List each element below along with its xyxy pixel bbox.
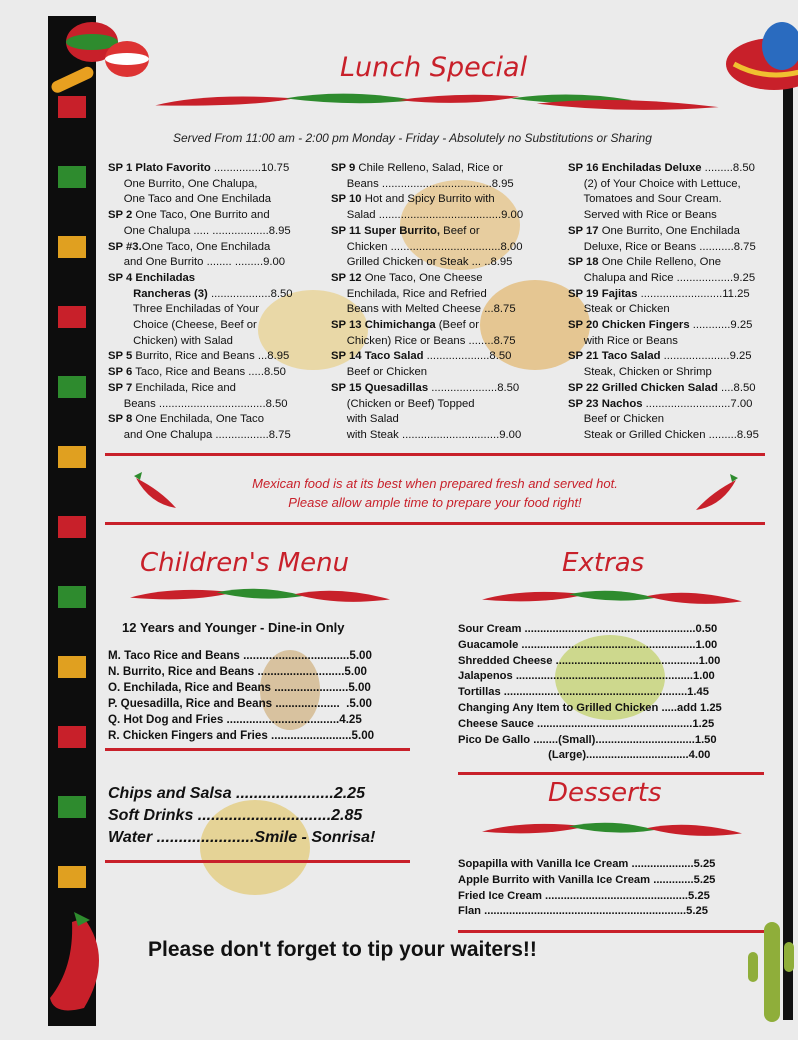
menu-item-line [568,192,759,208]
childrens-menu-item: M. Taco Rice and Beans .................................5.00 [108,649,372,662]
menu-item-line [108,161,293,177]
dessert-item: Apple Burrito with Vanilla Ice Cream .............5.25 [458,873,716,886]
menu-item-name: SP 13 Chimichanga [331,319,436,332]
menu-item-line [108,177,293,193]
menu-item-line [108,349,293,365]
menu-item-line [568,224,759,240]
dessert-item: Sopapilla with Vanilla Ice Cream ....................5.25 [458,858,716,870]
menu-item-name: SP 21 Taco Salad [568,350,661,363]
menu-item-detail: Choice (Cheese, Beef or [108,319,257,332]
menu-item-detail: Tomatoes and Sour Cream. [568,193,722,206]
menu-item-detail: .....................8.50 [428,381,520,394]
menu-item-detail: ....8.50 [717,381,756,394]
extras-item: Pico De Gallo ........(Small)................................1.50 [458,733,717,746]
menu-item-line [331,208,523,224]
menu-item-line [331,365,523,381]
menu-item-name: SP 14 Taco Salad [331,350,424,363]
menu-item-line [108,412,293,428]
menu-item-line [331,397,523,413]
childrens-items [108,648,374,744]
menu-item-detail: One Chalupa ..... ..................8.95 [108,224,291,237]
drinks-list [108,783,375,849]
menu-item-line [568,397,759,413]
menu-item-detail: .........8.50 [701,162,755,174]
menu-item-name: SP #3. [108,240,142,253]
lunch-column-3 [568,161,759,444]
menu-item-detail: One Taco, One Burrito and [132,209,270,222]
menu-item-line [108,224,293,240]
menu-item-name: Rancheras (3) [108,287,208,300]
menu-item-line [568,334,759,350]
menu-item-detail: Enchilada, Rice and Refried [331,287,487,300]
menu-item-detail: Enchilada, Rice and [132,381,236,394]
menu-item-detail: Three Enchiladas of Your [108,303,260,316]
menu-item-name: SP 17 [568,224,599,237]
menu-item-line [108,192,293,208]
menu-item-line [331,334,523,350]
extras-item: Jalapenos .........................................................1.00 [458,670,715,683]
menu-item-detail: One Burrito, One Enchilada [598,224,740,237]
menu-item-detail: Chicken ...................................8.00 [331,240,523,253]
menu-item-detail: Steak, Chicken or Shrimp [568,366,712,379]
divider [105,860,410,863]
menu-item-line [331,161,523,177]
menu-item-name: SP 23 Nachos [568,397,643,410]
menu-item-name: SP 11 Super Burrito, [331,224,441,237]
menu-item-line [108,240,293,256]
notice-line-1: Mexican food is at its best when prepared fresh and served hot. [252,476,618,491]
menu-item-line [331,302,523,318]
sombrero-icon [724,16,798,96]
menu-item-name: SP 10 [331,193,362,206]
childrens-menu-item: N. Burrito, Rice and Beans ...........................5.00 [108,665,367,678]
menu-item-line [108,302,293,318]
menu-item-line [568,255,759,271]
menu-item-name: SP 12 [331,271,362,284]
notice-line-2: Please allow ample time to prepare your food right! [288,495,582,510]
desserts-title: Desserts [548,778,662,808]
menu-item-line [331,318,523,334]
menu-item-detail: Burrito, Rice and Beans ...8.95 [132,350,290,363]
menu-item-detail: Taco, Rice and Beans .....8.50 [132,366,286,379]
menu-item-name: SP 16 Enchiladas Deluxe [568,162,702,174]
menu-item-name: SP 1 Plato Favorito [108,162,211,174]
menu-item-line [568,381,759,397]
menu-item-detail: Chalupa and Rice ..................9.25 [568,271,756,284]
lunch-column-2 [331,161,523,444]
menu-item-line [568,412,759,428]
menu-item-line [331,240,523,256]
extras-title: Extras [562,548,645,578]
menu-item-detail: (Beef or [435,319,479,332]
menu-item-name: SP 4 Enchiladas [108,271,196,284]
chili-pepper-icon [130,470,182,512]
menu-item-name: SP 2 [108,209,133,222]
menu-item-line [108,381,293,397]
menu-item-detail: Deluxe, Rice or Beans ...........8.75 [568,240,756,253]
childrens-menu-item: O. Enchilada, Rice and Beans .......................5.00 [108,681,371,694]
menu-item-detail: Beans ...................................8.95 [331,177,514,190]
menu-item-detail: Chicken) with Salad [108,334,233,347]
menu-item-name: SP 9 [331,162,356,174]
notice-text [185,474,685,512]
menu-item-detail: (2) of Your Choice with Lettuce, [568,177,741,190]
cactus-icon [744,912,798,1022]
menu-item-line [108,334,293,350]
extras-item: Sour Cream .......................................................0.50 [458,623,718,635]
menu-item-line [568,428,759,444]
drink-item: Water ......................Smile - Sonrisa! [108,829,376,846]
menu-item-name: SP 6 [108,366,133,379]
dessert-item: Fried Ice Cream ..............................................5.25 [458,889,710,902]
divider [105,748,410,751]
desserts-items [458,857,715,920]
menu-item-detail: and One Chalupa .................8.75 [108,428,291,441]
extras-item: Shredded Cheese ..............................................1.00 [458,654,721,667]
menu-item-line [108,287,293,303]
menu-item-line [108,428,293,444]
menu-item-line [331,428,523,444]
menu-item-detail: and One Burrito ........ .........9.00 [108,256,286,269]
menu-item-line [331,192,523,208]
divider [458,930,764,933]
left-decorative-border [48,16,96,1026]
menu-item-line [568,287,759,303]
extras-item: Guacamole ........................................................1.00 [458,638,718,651]
menu-item-name: SP 8 [108,413,133,426]
lunch-special-title: Lunch Special [340,52,528,83]
menu-item-detail: Salad .......................................9.00 [331,209,524,222]
menu-item-line [568,318,759,334]
menu-item-name: SP 22 Grilled Chicken Salad [568,381,718,394]
menu-item-detail: One Taco and One Enchilada [108,193,272,206]
menu-item-line [331,271,523,287]
menu-item-name: SP 20 Chicken Fingers [568,319,690,332]
menu-item-detail: Hot and Spicy Burrito with [361,193,495,206]
menu-item-name: SP 7 [108,381,133,394]
menu-item-line [331,412,523,428]
menu-item-detail: ...................8.50 [207,287,293,300]
menu-item-line [568,208,759,224]
menu-item-line [331,349,523,365]
divider [458,772,764,775]
menu-item-name: SP 18 [568,256,599,269]
childrens-menu-item: P. Quesadilla, Rice and Beans .................... .5.00 [108,697,372,710]
menu-item-name: SP 19 Fajitas [568,287,638,300]
lunch-column-1 [108,161,293,444]
tip-reminder: Please don't forget to tip your waiters!! [148,938,537,961]
dessert-item: Flan .................................................................5.25 [458,905,708,918]
menu-item-line [331,177,523,193]
menu-item-line [108,255,293,271]
menu-item-detail: Beans with Melted Cheese ...8.75 [331,303,516,316]
menu-item-detail: ..........................11.25 [637,287,750,300]
divider [105,522,765,525]
menu-item-detail: Steak or Chicken [568,303,670,316]
menu-item-line [108,271,293,287]
pepper-row-icon [462,584,762,610]
pepper-row-icon [112,88,762,114]
childrens-subtitle: 12 Years and Younger - Dine-in Only [122,620,345,635]
menu-item-detail: Beef or [440,224,480,237]
menu-item-detail: Chile Relleno, Salad, Rice or [355,162,503,174]
menu-item-line [108,365,293,381]
menu-item-line [108,397,293,413]
right-decorative-border [783,60,793,1020]
menu-item-detail: .....................9.25 [660,350,752,363]
menu-item-detail: One Chile Relleno, One [598,256,722,269]
menu-item-detail: Steak or Grilled Chicken .........8.95 [568,428,759,441]
menu-item-line [331,224,523,240]
menu-item-line [331,287,523,303]
childrens-menu-title: Children's Menu [140,548,350,578]
menu-item-detail: with Steak ...............................9.00 [331,428,522,441]
menu-item-line [568,365,759,381]
menu-item-detail: Grilled Chicken or Steak ... ..8.95 [331,256,513,269]
menu-item-detail: ...............10.75 [210,162,290,174]
drink-item: Chips and Salsa ......................2.25 [108,785,365,802]
extras-item: Cheese Sauce ..................................................1.25 [458,717,715,730]
menu-item-detail: Chicken) Rice or Beans ........8.75 [331,334,516,347]
extras-item: Changing Any Item to Grilled Chicken .....add 1.25 [458,701,722,714]
pepper-row-icon [110,582,410,608]
menu-item-detail: ............9.25 [689,319,753,332]
pepper-row-icon [462,816,762,842]
menu-item-line [568,302,759,318]
menu-item-detail: One Enchilada, One Taco [132,413,264,426]
menu-item-line [568,177,759,193]
menu-item-detail: ...........................7.00 [642,397,753,410]
divider [105,453,765,456]
menu-item-line [568,161,759,177]
menu-item-name: SP 15 Quesadillas [331,381,429,394]
menu-item-detail: Beans ..................................8.50 [108,397,288,410]
menu-item-detail: with Rice or Beans [568,334,678,347]
drink-item: Soft Drinks ..............................2.85 [108,807,363,824]
extras-items [458,622,722,764]
big-chili-pepper-icon [44,908,114,1018]
menu-item-detail: One Taco, One Cheese [361,271,483,284]
extras-item: (Large).................................4.00 [458,749,711,762]
menu-item-line [331,255,523,271]
menu-item-line [568,240,759,256]
childrens-menu-item: R. Chicken Fingers and Fries .........................5.00 [108,729,375,742]
menu-item-name: SP 5 [108,350,133,363]
extras-item: Tortillas ...........................................................1.45 [458,686,709,699]
childrens-menu-item: Q. Hot Dog and Fries ...................................4.25 [108,713,362,726]
menu-item-detail: Served with Rice or Beans [568,209,717,222]
menu-item-line [108,208,293,224]
menu-item-detail: One Taco, One Enchilada [141,240,271,253]
menu-item-line [331,381,523,397]
menu-item-line [568,349,759,365]
menu-item-detail: ....................8.50 [423,350,512,363]
chili-pepper-icon [690,472,742,514]
menu-item-detail: (Chicken or Beef) Topped [331,397,475,410]
menu-item-detail: One Burrito, One Chalupa, [108,177,258,190]
menu-item-detail: Beef or Chicken [331,366,428,379]
menu-item-line [108,318,293,334]
lunch-served-subtitle: Served From 11:00 am - 2:00 pm Monday - Friday - Absolutely no Substitutions or Sharing [173,131,652,145]
menu-item-detail: with Salad [331,413,399,426]
menu-item-line [568,271,759,287]
menu-item-detail: Beef or Chicken [568,413,665,426]
